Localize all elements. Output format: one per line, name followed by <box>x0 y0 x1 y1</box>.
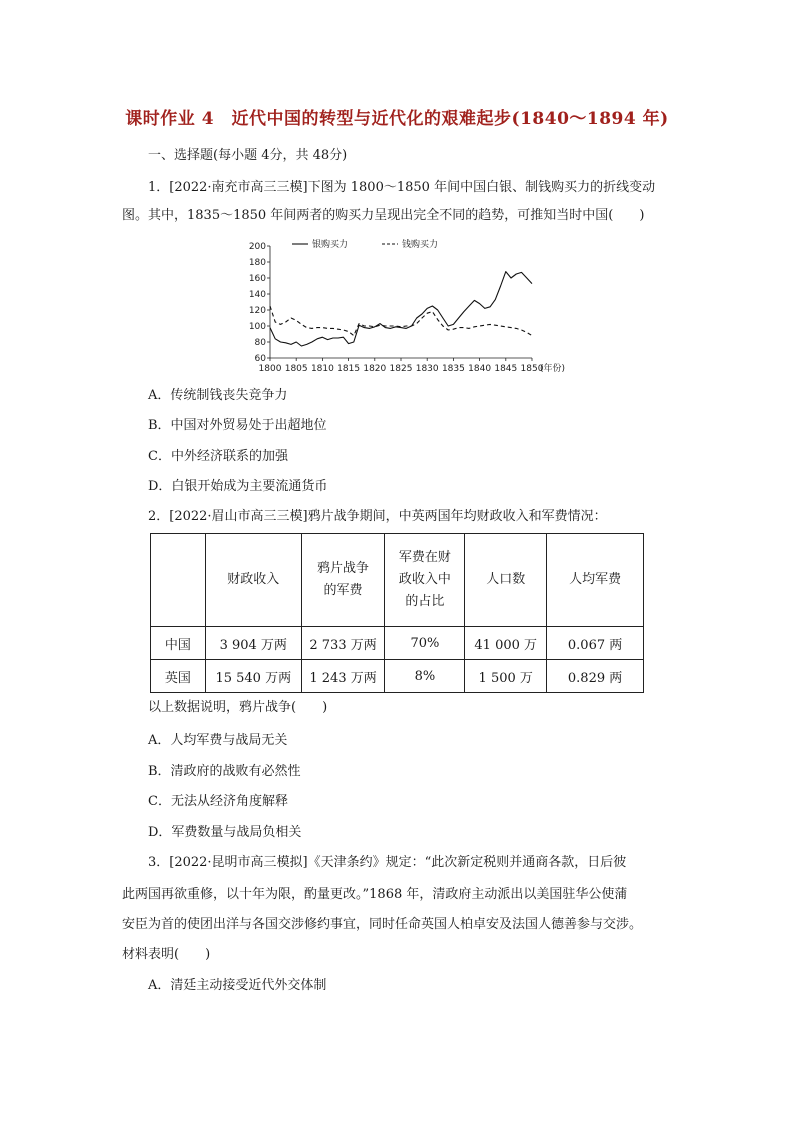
table-cell: 70% <box>385 627 465 660</box>
x-tick-label: 1800 <box>258 364 282 374</box>
page-title: 课时作业 4 近代中国的转型与近代化的艰难起步(1840～1894 年) <box>125 109 669 129</box>
section-heading: 一、选择题(每小题 4分，共 48分) <box>148 148 348 163</box>
table-row <box>151 660 644 693</box>
table-cell: 1 243 万两 <box>301 660 385 693</box>
table-row <box>151 627 644 660</box>
table-cell: 3 904 万两 <box>205 627 301 660</box>
x-tick-label: 1810 <box>310 364 334 374</box>
x-tick-label: 1830 <box>415 364 439 374</box>
x-tick-label: 1815 <box>337 364 361 374</box>
question-1-line-1: 1．[2022·南充市高三三模]下图为 1800～1850 年间中国白银、制钱购买力的折线变动 <box>148 180 656 195</box>
table-header-cell: 鸦片战争 的军费 <box>301 534 385 627</box>
table-header-cell: 军费在财 政收入中 的占比 <box>385 534 465 627</box>
y-tick-label: 160 <box>248 274 266 284</box>
x-tick-label: 1845 <box>494 364 518 374</box>
x-tick-label: 1840 <box>468 364 492 374</box>
table-cell: 8% <box>385 660 465 693</box>
table-cell: 中国 <box>151 627 206 660</box>
table-cell: 0.829 两 <box>547 660 644 693</box>
y-tick-label: 120 <box>248 306 266 316</box>
military-expense-table <box>150 533 644 693</box>
table-cell: 2 733 万两 <box>301 627 385 660</box>
y-tick-label: 80 <box>254 338 266 348</box>
question-1-option-c: C．中外经济联系的加强 <box>148 449 288 464</box>
table-header-cell: 财政收入 <box>205 534 301 627</box>
y-tick-label: 200 <box>248 242 266 252</box>
table-cell: 41 000 万 <box>465 627 547 660</box>
question-1-option-a: A．传统制钱丧失竞争力 <box>148 388 288 403</box>
question-2-option-c: C．无法从经济角度解释 <box>148 794 288 809</box>
table-header-cell: 人均军费 <box>547 534 644 627</box>
question-1-option-b: B．中国对外贸易处于出超地位 <box>148 418 327 433</box>
x-tick-label: 1835 <box>441 364 465 374</box>
question-3-option-a: A．清廷主动接受近代外交体制 <box>148 978 327 993</box>
table-header-cell <box>151 534 206 627</box>
y-tick-label: 60 <box>254 354 266 364</box>
silver-copper-chart <box>232 236 578 374</box>
table-cell: 英国 <box>151 660 206 693</box>
legend-label: 钱购买力 <box>402 240 439 250</box>
x-tick-label: 1820 <box>363 364 387 374</box>
x-axis-unit-label: (年份) <box>540 364 566 374</box>
question-2-option-d: D．军费数量与战局负相关 <box>148 825 302 840</box>
x-tick-label: 1805 <box>284 364 308 374</box>
x-tick-label: 1825 <box>389 364 413 374</box>
table-cell: 0.067 两 <box>547 627 644 660</box>
question-3-line-3: 安臣为首的使团出洋与各国交涉修约事宜，同时任命英国人柏卓安及法国人德善参与交涉。 <box>122 917 643 932</box>
question-2-option-b: B．清政府的战败有必然性 <box>148 764 301 779</box>
question-3-line-1: 3．[2022·昆明市高三模拟]《天津条约》规定：“此次新定税则并通商各款，日后彼 <box>148 855 627 870</box>
question-1-line-2: 图。其中，1835～1850 年间两者的购买力呈现出完全不同的趋势，可推知当时中国( ) <box>122 208 645 223</box>
table-cell: 1 500 万 <box>465 660 547 693</box>
question-1-option-d: D．白银开始成为主要流通货币 <box>148 479 328 494</box>
x-tick-label: 1850 <box>520 364 544 374</box>
question-2-line-1: 2．[2022·眉山市高三三模]鸦片战争期间，中英两国年均财政收入和军费情况： <box>148 509 607 524</box>
question-2-stem: 以上数据说明，鸦片战争( ) <box>148 700 328 715</box>
y-tick-label: 100 <box>248 322 266 332</box>
legend-label: 银购买力 <box>312 240 349 250</box>
question-3-line-4: 材料表明( ) <box>122 947 211 962</box>
table-header-cell: 人口数 <box>465 534 547 627</box>
table-cell: 15 540 万两 <box>205 660 301 693</box>
table-header-row <box>151 534 644 627</box>
series-line-copper <box>270 306 532 336</box>
question-3-line-2: 此两国再欲重修，以十年为限，酌量更改。”1868 年，清政府主动派出以美国驻华公使蒲 <box>122 887 628 902</box>
series-line-silver <box>270 272 532 346</box>
y-tick-label: 180 <box>248 258 266 268</box>
question-2-option-a: A．人均军费与战局无关 <box>148 733 288 748</box>
y-tick-label: 140 <box>248 290 266 300</box>
